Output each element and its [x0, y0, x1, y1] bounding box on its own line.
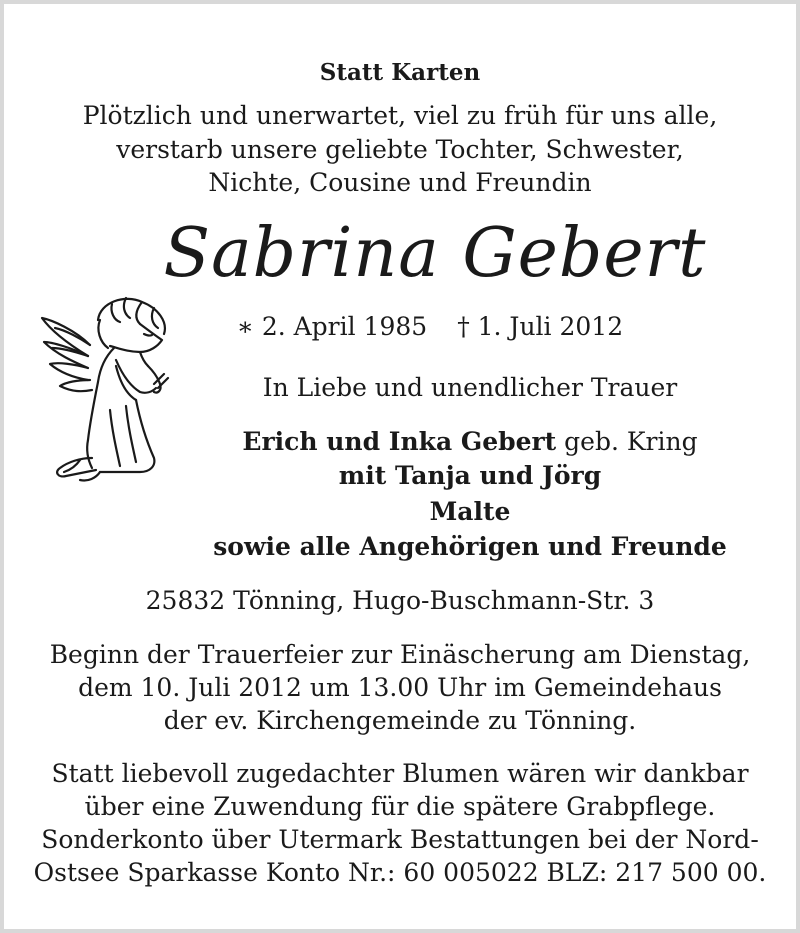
- parents-names: Erich und Inka Gebert: [242, 427, 557, 456]
- mourning-line: In Liebe und unendlicher Trauer: [262, 373, 678, 402]
- birth-date: ∗ 2. April 1985: [236, 312, 428, 341]
- notice-heading: Statt Karten: [319, 59, 481, 86]
- intro-line-3: Nichte, Cousine und Freundin: [208, 168, 592, 197]
- life-dates: [230, 312, 630, 342]
- mourners-relatives: sowie alle Angehörigen und Freunde: [213, 532, 727, 561]
- mourners-other: Malte: [429, 497, 511, 526]
- donation-line-1: Statt liebevoll zugedachter Blumen wären wir dankbar: [51, 759, 749, 788]
- donation-line-3: Sonderkonto über Utermark Bestattungen bei der Nord-: [41, 825, 759, 854]
- intro-line-2: verstarb unsere geliebte Tochter, Schwester,: [116, 135, 684, 164]
- mourners-siblings: mit Tanja und Jörg: [338, 461, 602, 490]
- ceremony-line-2: dem 10. Juli 2012 um 13.00 Uhr im Gemeindehaus: [78, 673, 722, 702]
- mourners-parents: [140, 427, 800, 457]
- donation-line-2: über eine Zuwendung für die spätere Grabpflege.: [84, 792, 716, 821]
- address: 25832 Tönning, Hugo-Buschmann-Str. 3: [145, 586, 655, 615]
- donation-line-4: Ostsee Sparkasse Konto Nr.: 60 005022 BLZ: 217 500 00.: [33, 858, 767, 887]
- ceremony-line-1: Beginn der Trauerfeier zur Einäscherung am Dienstag,: [49, 640, 751, 669]
- death-date: † 1. Juli 2012: [457, 312, 624, 341]
- deceased-name: Sabrina Gebert: [163, 214, 707, 293]
- intro-line-1: Plötzlich und unerwartet, viel zu früh für uns alle,: [82, 101, 718, 130]
- parents-maiden-name: geb. Kring: [556, 427, 698, 456]
- ceremony-line-3: der ev. Kirchengemeinde zu Tönning.: [163, 706, 637, 735]
